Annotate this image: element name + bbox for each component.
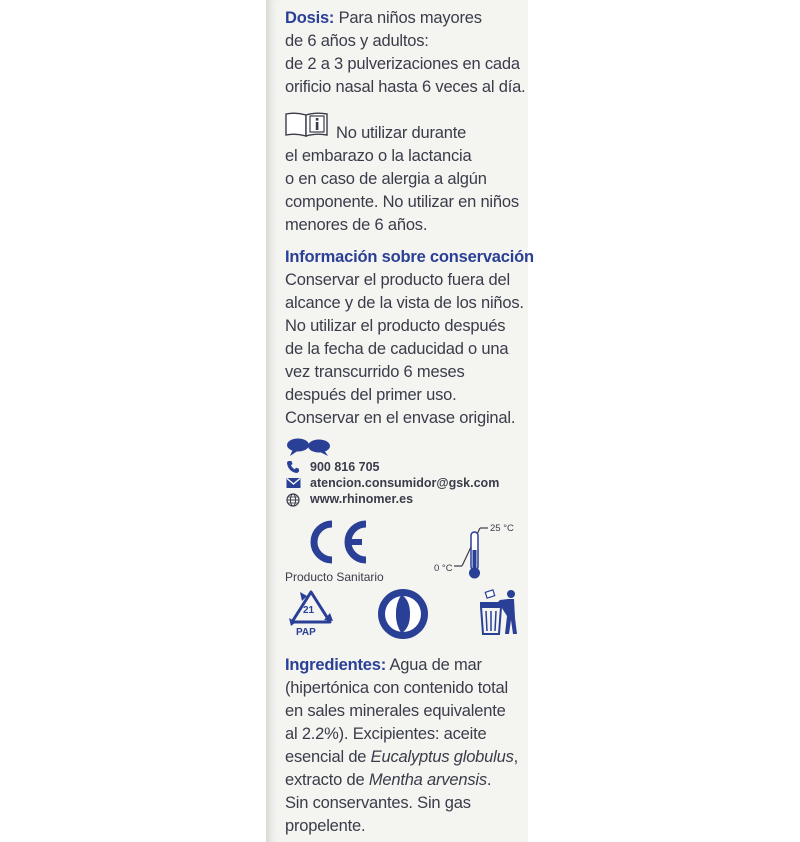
temp-min-label: 0 °C — [434, 563, 453, 574]
temp-max-label: 25 °C — [490, 523, 514, 534]
warning-line: o en caso de alergia a algún — [285, 170, 487, 188]
phone-number: 900 816 705 — [310, 460, 380, 474]
storage-line: No utilizar el producto después — [285, 317, 506, 335]
warning-line: No utilizar durante — [336, 124, 467, 142]
dosage-line: Para niños mayores — [338, 9, 482, 27]
dosage-line: de 6 años y adultos: — [285, 32, 429, 50]
left-background — [0, 0, 266, 842]
storage-line: de la fecha de caducidad o una — [285, 340, 509, 358]
green-dot-icon — [376, 587, 430, 641]
website-url: www.rhinomer.es — [310, 492, 414, 506]
recycle-number: 21 — [303, 605, 315, 616]
phone-icon — [286, 460, 300, 474]
dosage-line: de 2 a 3 pulverizaciones en cada — [285, 55, 520, 73]
tidyman-bin-icon — [476, 588, 520, 638]
dosage-section — [285, 7, 525, 99]
ingredients-line: propelente. — [285, 817, 366, 835]
warning-line: componente. No utilizar en niños — [285, 193, 519, 211]
ce-caption: Producto Sanitario — [285, 570, 384, 584]
ingredients-line: en sales minerales equivalente — [285, 702, 506, 720]
storage-line: Conservar en el envase original. — [285, 409, 516, 427]
storage-line: vez transcurrido 6 meses — [285, 363, 465, 381]
ce-mark-icon — [302, 514, 374, 570]
dosage-label: Dosis: — [285, 9, 335, 27]
mail-icon — [286, 477, 301, 489]
speech-bubbles-icon — [286, 437, 332, 457]
ingredients-line: esencial de — [285, 748, 367, 766]
ingredients-line: extracto de — [285, 771, 365, 789]
thermometer-icon — [452, 522, 492, 582]
storage-title: Información sobre conservación — [285, 248, 534, 266]
warning-section — [285, 122, 519, 237]
warning-line: menores de 6 años. — [285, 216, 428, 234]
species-name: Mentha arvensis — [368, 771, 487, 789]
ingredients-line: al 2.2%). Excipientes: aceite — [285, 725, 487, 743]
ingredients-line: (hipertónica con contenido total — [285, 679, 508, 697]
recycle-pap-icon — [286, 588, 336, 640]
globe-icon — [286, 493, 300, 507]
storage-line: alcance y de la vista de los niños. — [285, 294, 524, 312]
storage-line: después del primer uso. — [285, 386, 457, 404]
dosage-line: orificio nasal hasta 6 veces al día. — [285, 78, 526, 96]
ingredients-line: Sin conservantes. Sin gas — [285, 794, 471, 812]
ingredients-section — [285, 654, 518, 838]
storage-line: Conservar el producto fuera del — [285, 271, 510, 289]
warning-line: el embarazo o la lactancia — [285, 147, 472, 165]
ingredients-line: Agua de mar — [389, 656, 482, 674]
email-address: atencion.consumidor@gsk.com — [310, 476, 500, 490]
ingredients-label: Ingredientes: — [285, 656, 387, 674]
right-background — [528, 0, 800, 842]
punctuation: , — [513, 748, 519, 766]
species-name: Eucalyptus globulus — [370, 748, 514, 766]
recycle-code: PAP — [296, 627, 316, 638]
punctuation: . — [486, 771, 492, 789]
storage-section — [285, 246, 534, 430]
